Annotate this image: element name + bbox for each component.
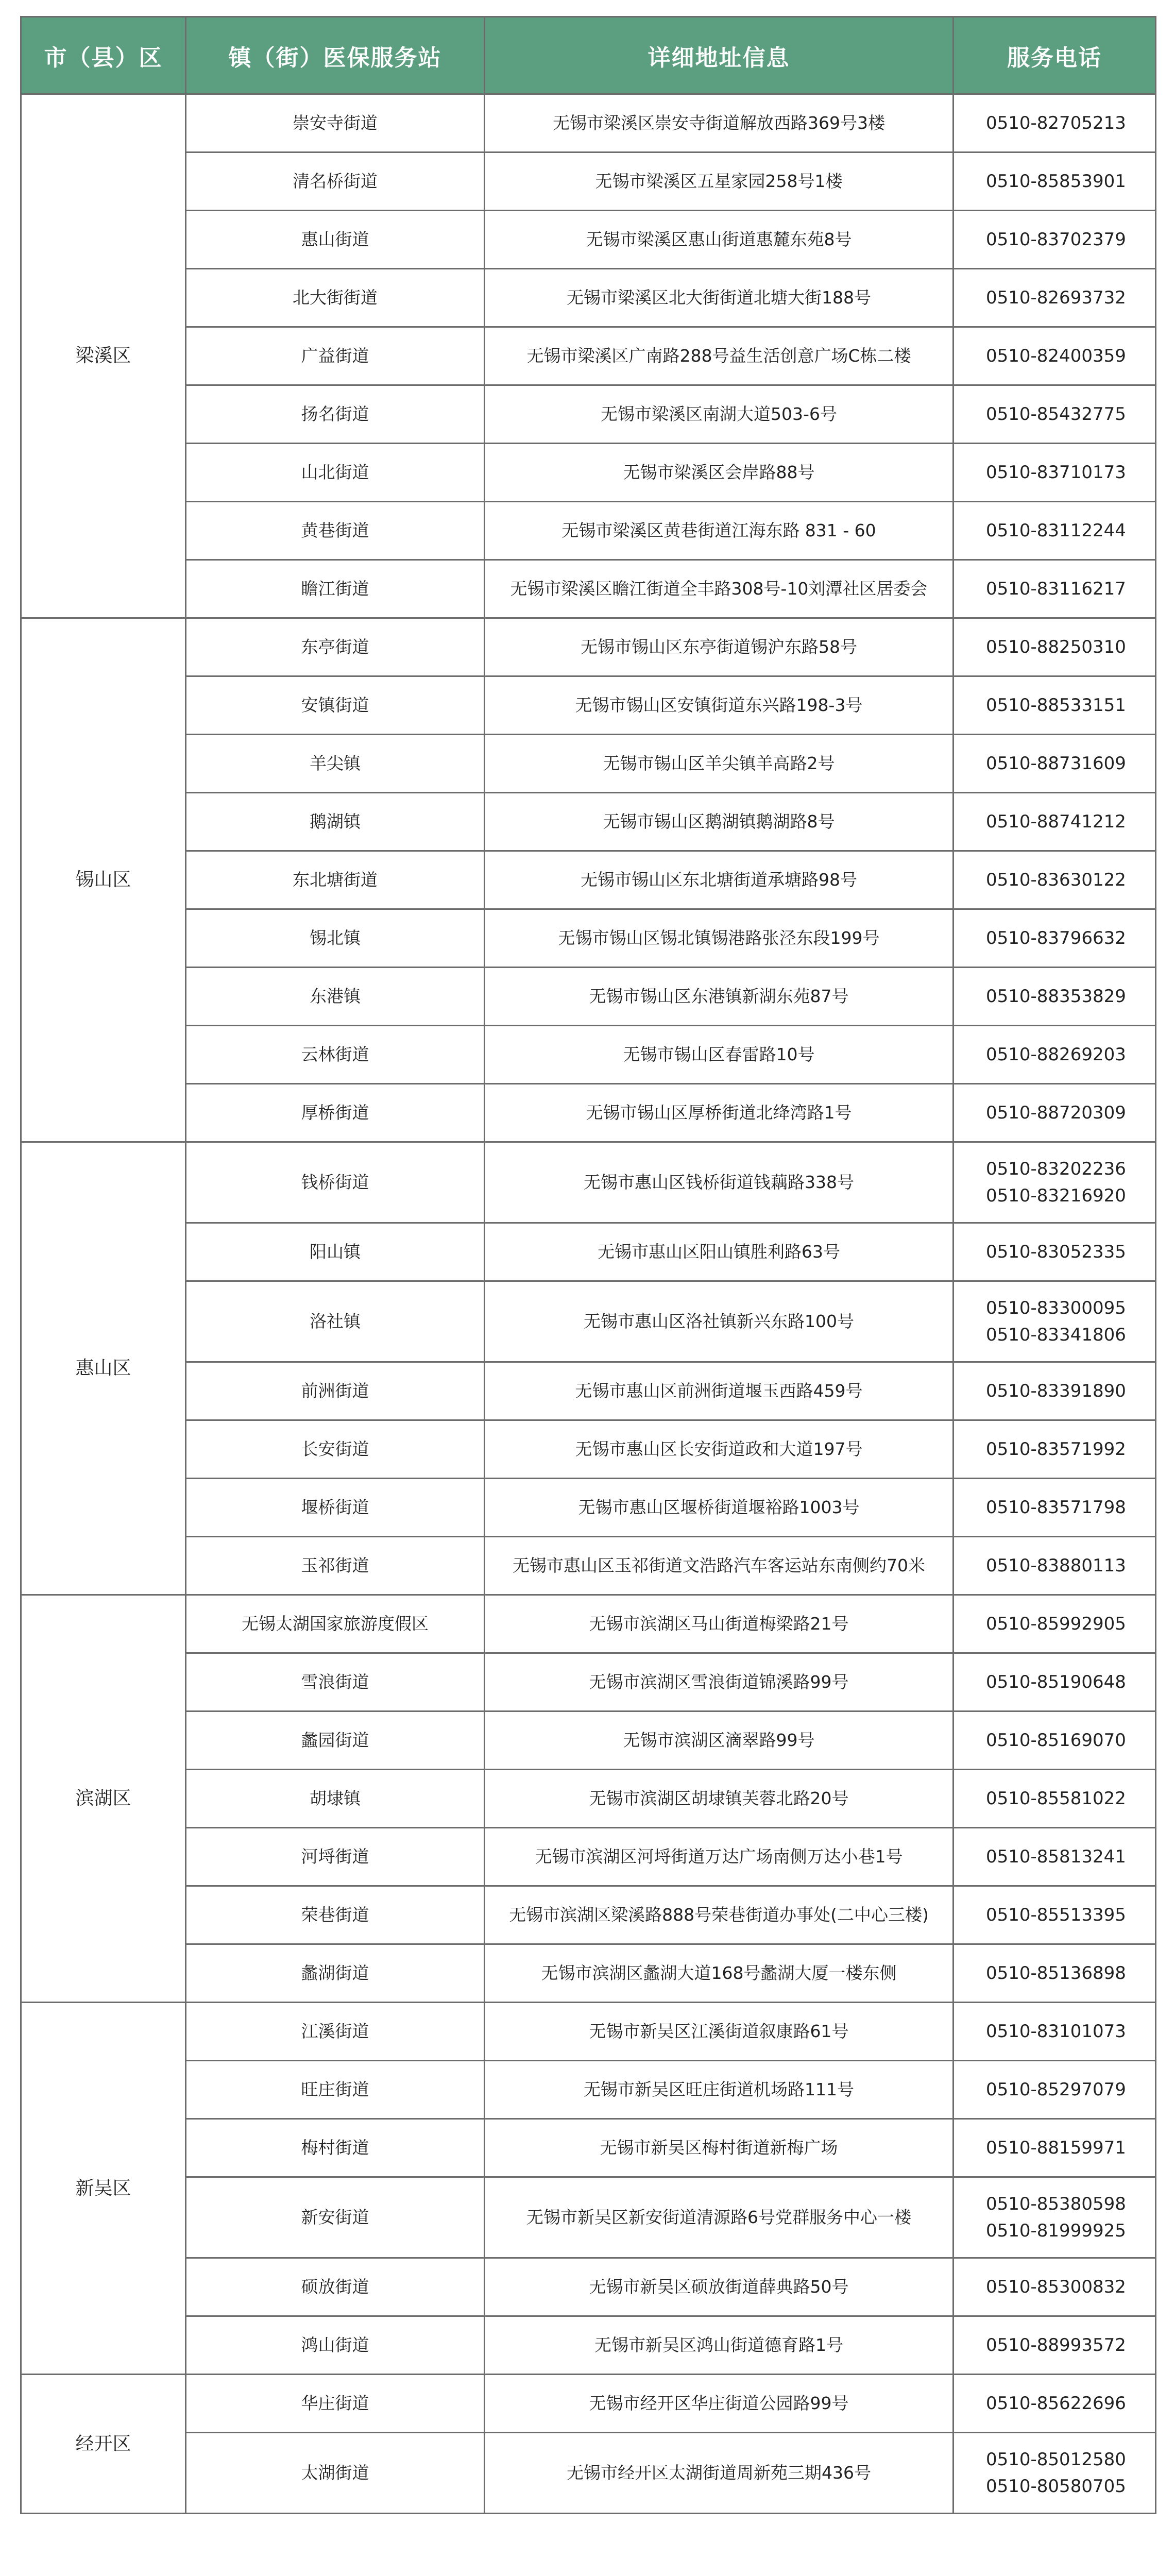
district-cell: 经开区: [21, 2375, 186, 2514]
address-cell: 无锡市经开区太湖街道周新苑三期436号: [485, 2433, 953, 2514]
table-row: [21, 2003, 1156, 2061]
phone-number: 0510-85169070: [986, 1730, 1126, 1751]
table-row: [21, 211, 1156, 269]
address-cell: 无锡市滨湖区蠡湖大道168号蠡湖大厦一楼东侧: [485, 1944, 953, 2003]
table-row: [21, 2258, 1156, 2316]
phone-cell: [953, 676, 1156, 735]
phone-cell: [953, 1770, 1156, 1828]
phone-number: 0510-83880113: [986, 1555, 1126, 1576]
phone-cell: [953, 1362, 1156, 1420]
table-row: [21, 1711, 1156, 1770]
table-row: [21, 1944, 1156, 2003]
phone-number: 0510-83571992: [986, 1439, 1126, 1460]
table-row: [21, 676, 1156, 735]
phone-number: 0510-83052335: [986, 1242, 1126, 1262]
station-cell: 崇安寺街道: [186, 94, 485, 152]
header-district: 市（县）区: [21, 17, 186, 94]
table-row: [21, 1026, 1156, 1084]
district-cell: 新吴区: [21, 2003, 186, 2375]
station-cell: 洛社镇: [186, 1281, 485, 1362]
table-row: [21, 2061, 1156, 2119]
phone-cell: [953, 2003, 1156, 2061]
phone-number: 0510-88250310: [986, 637, 1126, 657]
phone-cell: [953, 94, 1156, 152]
phone-number: 0510-85300832: [986, 2277, 1126, 2297]
phone-cell: [953, 1537, 1156, 1595]
phone-cell: [953, 502, 1156, 560]
address-cell: 无锡市锡山区鹅湖镇鹅湖路8号: [485, 793, 953, 851]
station-cell: 鸿山街道: [186, 2316, 485, 2375]
header-address: 详细地址信息: [485, 17, 953, 94]
table-row: [21, 2316, 1156, 2375]
station-cell: 玉祁街道: [186, 1537, 485, 1595]
table-row: [21, 1142, 1156, 1223]
phone-cell: [953, 1595, 1156, 1653]
phone-number: 0510-83630122: [986, 870, 1126, 890]
phone-cell: [953, 2433, 1156, 2514]
phone-cell: [953, 735, 1156, 793]
address-cell: 无锡市梁溪区黄巷街道江海东路 831 - 60: [485, 502, 953, 560]
address-cell: 无锡市惠山区钱桥街道钱藕路338号: [485, 1142, 953, 1223]
address-cell: 无锡市新吴区新安街道清源路6号党群服务中心一楼: [485, 2177, 953, 2258]
address-cell: 无锡市惠山区堰桥街道堰裕路1003号: [485, 1479, 953, 1537]
address-cell: 无锡市新吴区梅村街道新梅广场: [485, 2119, 953, 2177]
phone-cell: [953, 1886, 1156, 1944]
service-table-container: [20, 16, 1155, 2514]
phone-cell: [953, 793, 1156, 851]
address-cell: 无锡市梁溪区会岸路88号: [485, 444, 953, 502]
table-row: [21, 618, 1156, 676]
phone-number: 0510-80580705: [986, 2476, 1126, 2497]
station-cell: 清名桥街道: [186, 152, 485, 211]
table-row: [21, 1595, 1156, 1653]
district-cell: 梁溪区: [21, 94, 186, 618]
phone-cell: [953, 909, 1156, 968]
station-cell: 长安街道: [186, 1420, 485, 1479]
table-row: [21, 2375, 1156, 2433]
address-cell: 无锡市梁溪区瞻江街道全丰路308号-10刘潭社区居委会: [485, 560, 953, 618]
district-cell: 惠山区: [21, 1142, 186, 1595]
address-cell: 无锡市滨湖区胡埭镇芙蓉北路20号: [485, 1770, 953, 1828]
table-row: [21, 385, 1156, 444]
table-row: [21, 1828, 1156, 1886]
phone-number: 0510-82693732: [986, 287, 1126, 308]
station-cell: 云林街道: [186, 1026, 485, 1084]
header-row: [21, 17, 1156, 94]
station-cell: 胡埭镇: [186, 1770, 485, 1828]
address-cell: 无锡市锡山区东港镇新湖东苑87号: [485, 968, 953, 1026]
phone-number: 0510-85190648: [986, 1672, 1126, 1692]
phone-number: 0510-85136898: [986, 1963, 1126, 1984]
phone-cell: [953, 1944, 1156, 2003]
table-row: [21, 1653, 1156, 1711]
table-row: [21, 1770, 1156, 1828]
district-cell: 锡山区: [21, 618, 186, 1142]
phone-number: 0510-81999925: [986, 2221, 1126, 2241]
address-cell: 无锡市新吴区鸿山街道德育路1号: [485, 2316, 953, 2375]
table-row: [21, 560, 1156, 618]
address-cell: 无锡市惠山区阳山镇胜利路63号: [485, 1223, 953, 1281]
header-phone: 服务电话: [953, 17, 1156, 94]
address-cell: 无锡市滨湖区梁溪路888号荣巷街道办事处(二中心三楼): [485, 1886, 953, 1944]
phone-number: 0510-83710173: [986, 462, 1126, 483]
station-cell: 扬名街道: [186, 385, 485, 444]
station-cell: 瞻江街道: [186, 560, 485, 618]
phone-cell: [953, 2061, 1156, 2119]
phone-cell: [953, 1026, 1156, 1084]
phone-number: 0510-82400359: [986, 346, 1126, 366]
table-body: [21, 94, 1156, 2514]
phone-number: 0510-88741212: [986, 811, 1126, 832]
address-cell: 无锡市梁溪区崇安寺街道解放西路369号3楼: [485, 94, 953, 152]
phone-cell: [953, 1828, 1156, 1886]
address-cell: 无锡市锡山区厚桥街道北绛湾路1号: [485, 1084, 953, 1142]
address-cell: 无锡市经开区华庄街道公园路99号: [485, 2375, 953, 2433]
table-row: [21, 909, 1156, 968]
phone-cell: [953, 2316, 1156, 2375]
station-cell: 山北街道: [186, 444, 485, 502]
phone-number: 0510-85297079: [986, 2079, 1126, 2100]
address-cell: 无锡市梁溪区北大街街道北塘大街188号: [485, 269, 953, 327]
phone-number: 0510-85432775: [986, 404, 1126, 425]
station-cell: 鹅湖镇: [186, 793, 485, 851]
phone-number: 0510-85853901: [986, 171, 1126, 192]
address-cell: 无锡市惠山区长安街道政和大道197号: [485, 1420, 953, 1479]
phone-number: 0510-85622696: [986, 2393, 1126, 2414]
address-cell: 无锡市锡山区春雷路10号: [485, 1026, 953, 1084]
table-row: [21, 327, 1156, 385]
phone-number: 0510-82705213: [986, 113, 1126, 133]
address-cell: 无锡市新吴区硕放街道薛典路50号: [485, 2258, 953, 2316]
address-cell: 无锡市新吴区旺庄街道机场路111号: [485, 2061, 953, 2119]
station-cell: 堰桥街道: [186, 1479, 485, 1537]
station-cell: 惠山街道: [186, 211, 485, 269]
address-cell: 无锡市梁溪区南湖大道503-6号: [485, 385, 953, 444]
table-row: [21, 1886, 1156, 1944]
station-cell: 东港镇: [186, 968, 485, 1026]
phone-cell: [953, 327, 1156, 385]
phone-number: 0510-88731609: [986, 753, 1126, 774]
phone-number: 0510-83116217: [986, 579, 1126, 599]
phone-cell: [953, 444, 1156, 502]
phone-number: 0510-83101073: [986, 2021, 1126, 2042]
phone-number: 0510-83796632: [986, 928, 1126, 948]
station-cell: 锡北镇: [186, 909, 485, 968]
table-row: [21, 851, 1156, 909]
address-cell: 无锡市锡山区羊尖镇羊高路2号: [485, 735, 953, 793]
phone-number: 0510-83202236: [986, 1159, 1126, 1179]
station-cell: 无锡太湖国家旅游度假区: [186, 1595, 485, 1653]
address-cell: 无锡市锡山区锡北镇锡港路张泾东段199号: [485, 909, 953, 968]
phone-number: 0510-88159971: [986, 2138, 1126, 2158]
address-cell: 无锡市惠山区洛社镇新兴东路100号: [485, 1281, 953, 1362]
phone-number: 0510-85380598: [986, 2194, 1126, 2214]
table-header: [21, 17, 1156, 94]
address-cell: 无锡市滨湖区马山街道梅梁路21号: [485, 1595, 953, 1653]
table-row: [21, 1223, 1156, 1281]
phone-cell: [953, 1711, 1156, 1770]
phone-cell: [953, 1223, 1156, 1281]
station-cell: 前洲街道: [186, 1362, 485, 1420]
table-row: [21, 269, 1156, 327]
phone-number: 0510-83112244: [986, 520, 1126, 541]
medical-insurance-station-table: [20, 16, 1156, 2514]
phone-number: 0510-83300095: [986, 1298, 1126, 1318]
station-cell: 黄巷街道: [186, 502, 485, 560]
table-row: [21, 2119, 1156, 2177]
table-row: [21, 1537, 1156, 1595]
phone-number: 0510-88353829: [986, 986, 1126, 1007]
phone-number: 0510-85581022: [986, 1788, 1126, 1809]
phone-cell: [953, 1420, 1156, 1479]
phone-cell: [953, 560, 1156, 618]
station-cell: 硕放街道: [186, 2258, 485, 2316]
station-cell: 蠡湖街道: [186, 1944, 485, 2003]
phone-number: 0510-85513395: [986, 1905, 1126, 1925]
table-row: [21, 968, 1156, 1026]
phone-number: 0510-83341806: [986, 1325, 1126, 1345]
table-row: [21, 1420, 1156, 1479]
phone-number: 0510-88533151: [986, 695, 1126, 716]
station-cell: 阳山镇: [186, 1223, 485, 1281]
phone-cell: [953, 152, 1156, 211]
station-cell: 新安街道: [186, 2177, 485, 2258]
table-row: [21, 1479, 1156, 1537]
phone-number: 0510-83216920: [986, 1185, 1126, 1206]
station-cell: 东亭街道: [186, 618, 485, 676]
phone-cell: [953, 385, 1156, 444]
table-row: [21, 502, 1156, 560]
station-cell: 安镇街道: [186, 676, 485, 735]
station-cell: 太湖街道: [186, 2433, 485, 2514]
header-station: 镇（街）医保服务站: [186, 17, 485, 94]
phone-cell: [953, 618, 1156, 676]
station-cell: 华庄街道: [186, 2375, 485, 2433]
address-cell: 无锡市锡山区东亭街道锡沪东路58号: [485, 618, 953, 676]
phone-number: 0510-88720309: [986, 1103, 1126, 1123]
phone-number: 0510-88993572: [986, 2335, 1126, 2355]
phone-cell: [953, 1142, 1156, 1223]
phone-cell: [953, 269, 1156, 327]
phone-cell: [953, 2177, 1156, 2258]
phone-cell: [953, 1653, 1156, 1711]
station-cell: 厚桥街道: [186, 1084, 485, 1142]
table-row: [21, 1281, 1156, 1362]
table-row: [21, 2433, 1156, 2514]
address-cell: 无锡市锡山区东北塘街道承塘路98号: [485, 851, 953, 909]
station-cell: 梅村街道: [186, 2119, 485, 2177]
phone-cell: [953, 2375, 1156, 2433]
station-cell: 荣巷街道: [186, 1886, 485, 1944]
phone-number: 0510-85012580: [986, 2449, 1126, 2470]
phone-number: 0510-83391890: [986, 1381, 1126, 1401]
phone-cell: [953, 1281, 1156, 1362]
table-row: [21, 735, 1156, 793]
station-cell: 东北塘街道: [186, 851, 485, 909]
address-cell: 无锡市惠山区前洲街道堰玉西路459号: [485, 1362, 953, 1420]
station-cell: 广益街道: [186, 327, 485, 385]
phone-cell: [953, 1479, 1156, 1537]
address-cell: 无锡市锡山区安镇街道东兴路198-3号: [485, 676, 953, 735]
address-cell: 无锡市新吴区江溪街道叙康路61号: [485, 2003, 953, 2061]
table-row: [21, 152, 1156, 211]
phone-number: 0510-85813241: [986, 1846, 1126, 1867]
table-row: [21, 793, 1156, 851]
address-cell: 无锡市惠山区玉祁街道文浩路汽车客运站东南侧约70米: [485, 1537, 953, 1595]
station-cell: 羊尖镇: [186, 735, 485, 793]
address-cell: 无锡市梁溪区广南路288号益生活创意广场C栋二楼: [485, 327, 953, 385]
address-cell: 无锡市滨湖区雪浪街道锦溪路99号: [485, 1653, 953, 1711]
phone-cell: [953, 2258, 1156, 2316]
table-row: [21, 2177, 1156, 2258]
phone-cell: [953, 968, 1156, 1026]
station-cell: 雪浪街道: [186, 1653, 485, 1711]
station-cell: 河埒街道: [186, 1828, 485, 1886]
phone-number: 0510-83571798: [986, 1497, 1126, 1518]
address-cell: 无锡市滨湖区滴翠路99号: [485, 1711, 953, 1770]
table-row: [21, 1084, 1156, 1142]
phone-number: 0510-83702379: [986, 229, 1126, 250]
phone-cell: [953, 1084, 1156, 1142]
address-cell: 无锡市梁溪区惠山街道惠麓东苑8号: [485, 211, 953, 269]
phone-number: 0510-85992905: [986, 1614, 1126, 1634]
table-row: [21, 94, 1156, 152]
station-cell: 江溪街道: [186, 2003, 485, 2061]
phone-number: 0510-88269203: [986, 1044, 1126, 1065]
phone-cell: [953, 211, 1156, 269]
table-row: [21, 444, 1156, 502]
address-cell: 无锡市滨湖区河埒街道万达广场南侧万达小巷1号: [485, 1828, 953, 1886]
district-cell: 滨湖区: [21, 1595, 186, 2003]
station-cell: 旺庄街道: [186, 2061, 485, 2119]
station-cell: 北大街街道: [186, 269, 485, 327]
phone-cell: [953, 851, 1156, 909]
station-cell: 钱桥街道: [186, 1142, 485, 1223]
phone-cell: [953, 2119, 1156, 2177]
station-cell: 蠡园街道: [186, 1711, 485, 1770]
address-cell: 无锡市梁溪区五星家园258号1楼: [485, 152, 953, 211]
table-row: [21, 1362, 1156, 1420]
